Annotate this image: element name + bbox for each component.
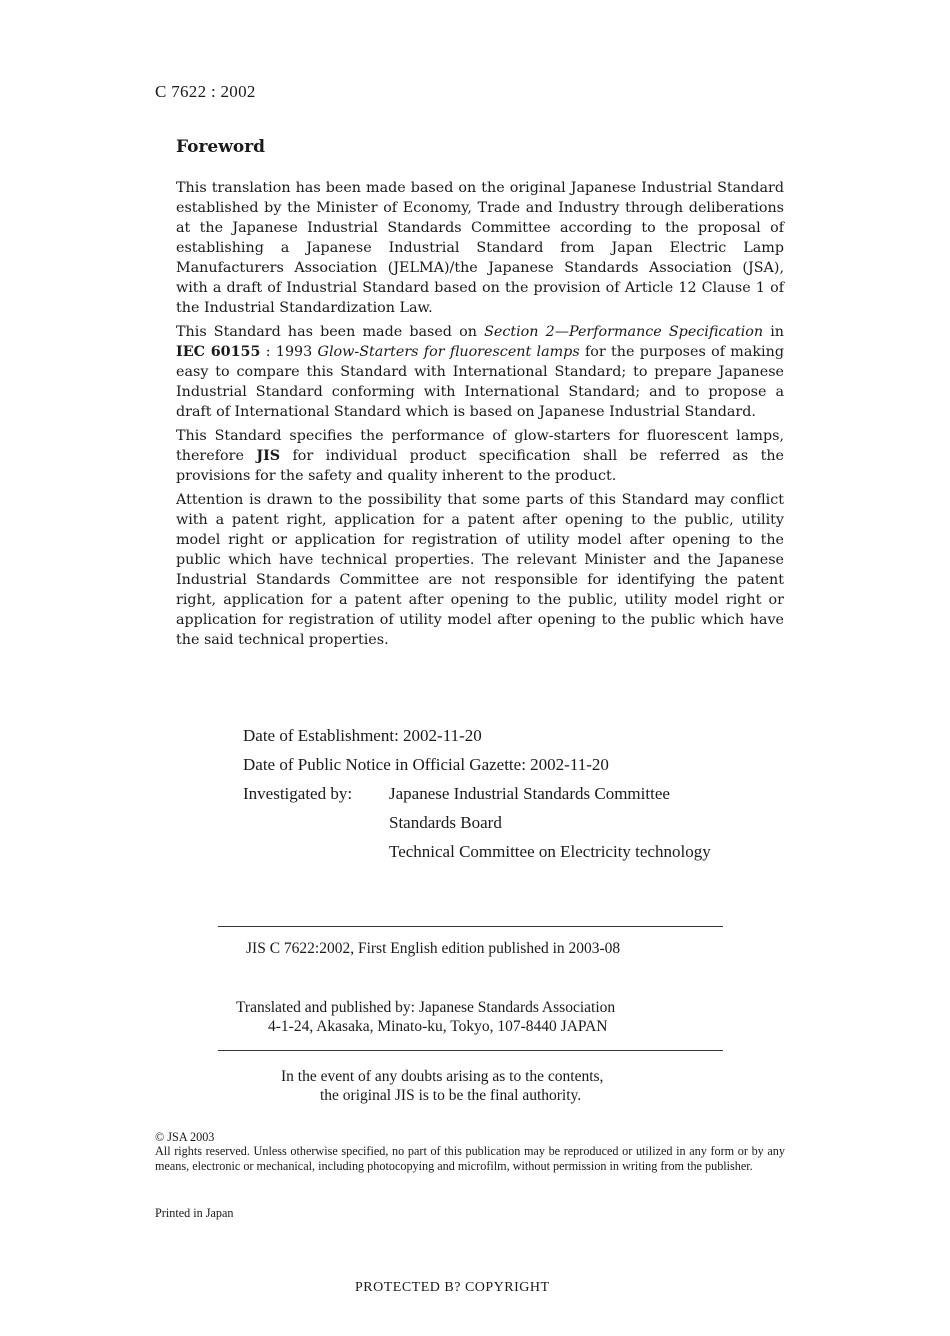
date-of-public-notice: Date of Public Notice in Official Gazette: 2002-11-20 [243,755,609,774]
investigator-board: Standards Board [389,813,502,832]
authority-notice-line-2: the original JIS is to be the final authority. [320,1087,582,1104]
publisher-address: 4-1-24, Akasaka, Minato-ku, Tokyo, 107-8440 JAPAN [268,1018,608,1035]
foreword-body [176,178,784,654]
document-id: C 7622 : 2002 [155,82,256,101]
date-of-establishment: Date of Establishment: 2002-11-20 [243,726,482,745]
text-run: This Standard specifies the performance of glow-starters for fluorescent lamps, therefore [176,428,784,464]
text-run: for individual product specification shall be referred as the provisions for the safety and quality inherent to the product. [176,448,785,484]
publisher-line: Translated and published by: Japanese Standards Association [236,999,616,1016]
investigator-committee: Japanese Industrial Standards Committee [389,784,670,803]
authority-notice-line-1: In the event of any doubts arising as to the contents, [281,1068,604,1085]
text-run: in [763,324,785,340]
text-run: This Standard has been made based on [176,324,485,340]
divider [218,1050,723,1051]
edition-info: JIS C 7622:2002, First English edition published in 2003-08 [246,940,621,957]
paragraph-patent-notice: Attention is drawn to the possibility that some parts of this Standard may conflict with a patent right, application for a patent after opening to the public, utility model right or application for registration of utility model after opening to the public which have technical properties. The relevant Minister and the Japanese Industrial Standards Committee are not responsible for identifying the patent right, application for a patent after opening to the public, utility model right or application for registration of utility model after opening to the public which have the said technical properties. [176,492,784,648]
text-run: : 1993 [260,344,318,360]
text-run: for the purposes of making easy to compare this Standard with International Standard; to prepare Japanese Industrial Standard conforming with International Standard; and to propose a draft of International Standard which is based on Japanese Industrial Standard. [176,344,784,420]
investigator-technical-committee: Technical Committee on Electricity technology [389,842,711,861]
iec-title: Glow-Starters for fluorescent lamps [317,344,580,360]
paragraph-basis [176,322,784,422]
iec-reference: IEC 60155 [176,344,261,360]
rights-statement: All rights reserved. Unless otherwise specified, no part of this publication may be reproduced or utilized in any form or by any means, electronic or mechanical, including photocopying and microfilm, without permission in writing from the publisher. [155,1144,785,1173]
investigated-by-label: Investigated by: [243,784,353,803]
printed-in: Printed in Japan [155,1206,234,1220]
copyright-notice: © JSA 2003 [155,1130,215,1144]
section-reference: Section 2—Performance Specification [484,324,764,340]
divider [218,926,723,927]
foreword-heading: Foreword [176,137,266,157]
paragraph-translation: This translation has been made based on the original Japanese Industrial Standard established by the Minister of Economy, Trade and Industry through deliberations at the Japanese Industrial Standards Committee according to the proposal of establishing a Japanese Industrial Standard from Japan Electric Lamp Manufacturers Association (JELMA)/the Japanese Standards Association (JSA), with a draft of Industrial Standard based on the provision of Article 12 Clause 1 of the Industrial Standardization Law. [176,180,784,316]
protected-footer: PROTECTED B? COPYRIGHT [355,1280,550,1295]
jis-reference: JIS [256,448,281,464]
paragraph-scope [176,426,784,486]
